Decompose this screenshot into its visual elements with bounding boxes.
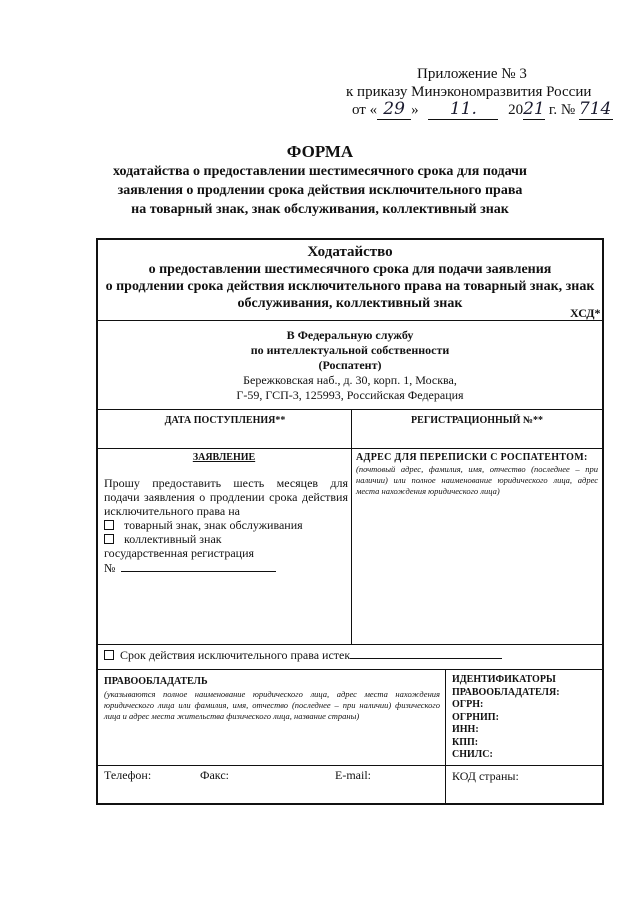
divider (97, 448, 603, 449)
addressee-line: В Федеральную службу (286, 328, 414, 342)
country-code-label: КОД страны: (452, 769, 519, 783)
form-title: ФОРМА (286, 142, 354, 161)
option-collective[interactable] (104, 532, 222, 546)
address-line: Бережковская наб., д. 30, корп. 1, Москва, (243, 373, 457, 387)
addressee-line: по интеллектуальной собственности (250, 343, 450, 357)
holder-title: ПРАВООБЛАДАТЕЛЬ (104, 676, 208, 687)
day-value: 29 (383, 99, 405, 119)
order-reference: к приказу Минэкономразвития России (346, 84, 592, 100)
divider (97, 669, 603, 670)
ogrn-label: ОГРН: (452, 699, 484, 710)
order-date-line (352, 101, 613, 120)
expired-label: Срок действия исключительного права истек (120, 648, 351, 662)
petition-subtitle-line: обслуживания, коллективный знак (237, 296, 463, 311)
year-value: 21 (523, 99, 545, 119)
correspondence-title: АДРЕС ДЛЯ ПЕРЕПИСКИ С РОСПАТЕНТОМ: (356, 452, 588, 463)
order-number-value: 714 (578, 99, 612, 119)
form-code: ХСД* (570, 306, 601, 320)
addressee-block (98, 328, 602, 403)
phone-label: Телефон: (104, 768, 152, 782)
form-subtitle-line: на товарный знак, знак обслуживания, коллективный знак (131, 202, 509, 217)
registration-number-row (104, 561, 276, 575)
state-registration-label: государственная регистрация (104, 546, 255, 560)
address-line: Г-59, ГСП-3, 125993, Российская Федерация (236, 388, 464, 402)
expired-checkbox[interactable] (104, 650, 114, 660)
snils-label: СНИЛС: (452, 749, 493, 760)
collective-checkbox[interactable] (104, 534, 114, 544)
petition-subtitle-line: о предоставлении шестимесячного срока для подачи заявления (148, 262, 552, 277)
registration-number-field[interactable] (121, 561, 276, 572)
fax-label: Факс: (200, 768, 229, 782)
number-field (579, 101, 613, 120)
divider (97, 320, 603, 321)
inn-label: ИНН: (452, 724, 479, 735)
registration-number-label: РЕГИСТРАЦИОННЫЙ №** (411, 415, 543, 426)
divider (351, 409, 352, 644)
petition-heading (98, 244, 602, 312)
identifiers-title-line: ИДЕНТИФИКАТОРЫ (452, 674, 556, 685)
date-received-label: ДАТА ПОСТУПЛЕНИЯ** (164, 415, 286, 426)
identifiers-title-line: ПРАВООБЛАДАТЕЛЯ: (452, 686, 560, 698)
addressee-line: (Роспатент) (318, 358, 382, 372)
expired-row (104, 648, 502, 662)
ogrnip-label: ОГРНИП: (452, 711, 499, 723)
divider (97, 644, 603, 645)
divider (445, 669, 446, 804)
divider (97, 409, 603, 410)
correspondence-hint: (почтовый адрес, фамилия, имя, отчество (последнее – при наличии) или полное наименование юридического лица, адрес места нахождения юридического лица) (356, 464, 598, 496)
holder-hint: (указываются полное наименование юридического лица, адрес места нахождения юридического лица или фамилия, имя, отчество (последнее – при наличии) физического лица и адрес места жительства физического лица, название страны) (104, 689, 440, 721)
option-trademark-label: товарный знак, знак обслуживания (124, 518, 303, 532)
form-subtitle (0, 162, 640, 219)
option-collective-label: коллективный знак (124, 532, 222, 546)
petition-subtitle-line: о продлении срока действия исключительного права на товарный знак, знак (105, 279, 595, 294)
option-trademark[interactable] (104, 518, 303, 532)
statement-title: ЗАЯВЛЕНИЕ (192, 452, 256, 463)
date-mid: » (411, 102, 419, 118)
date-prefix: от « (352, 102, 378, 118)
expired-date-field[interactable] (350, 648, 502, 659)
number-label: г. № (548, 102, 576, 118)
kpp-label: КПП: (452, 736, 479, 748)
year-field (523, 101, 545, 120)
identifiers-block (452, 674, 560, 762)
month-field (428, 101, 498, 120)
month-value: 11. (449, 99, 477, 119)
appendix-title: Приложение № 3 (417, 66, 527, 82)
divider (97, 765, 603, 766)
year-prefix: 20 (508, 102, 524, 118)
statement-text: Прошу предоставить шесть месяцев для подачи заявления о продлении срока действия исключительного права на (104, 476, 348, 518)
email-label: E-mail: (335, 768, 371, 782)
petition-title: Ходатайство (307, 244, 393, 260)
trademark-checkbox[interactable] (104, 520, 114, 530)
day-field (377, 101, 411, 120)
number-sign: № (104, 561, 116, 575)
form-subtitle-line: заявления о продлении срока действия исключительного права (117, 183, 523, 198)
form-subtitle-line: ходатайства о предоставлении шестимесячного срока для подачи (113, 164, 527, 179)
